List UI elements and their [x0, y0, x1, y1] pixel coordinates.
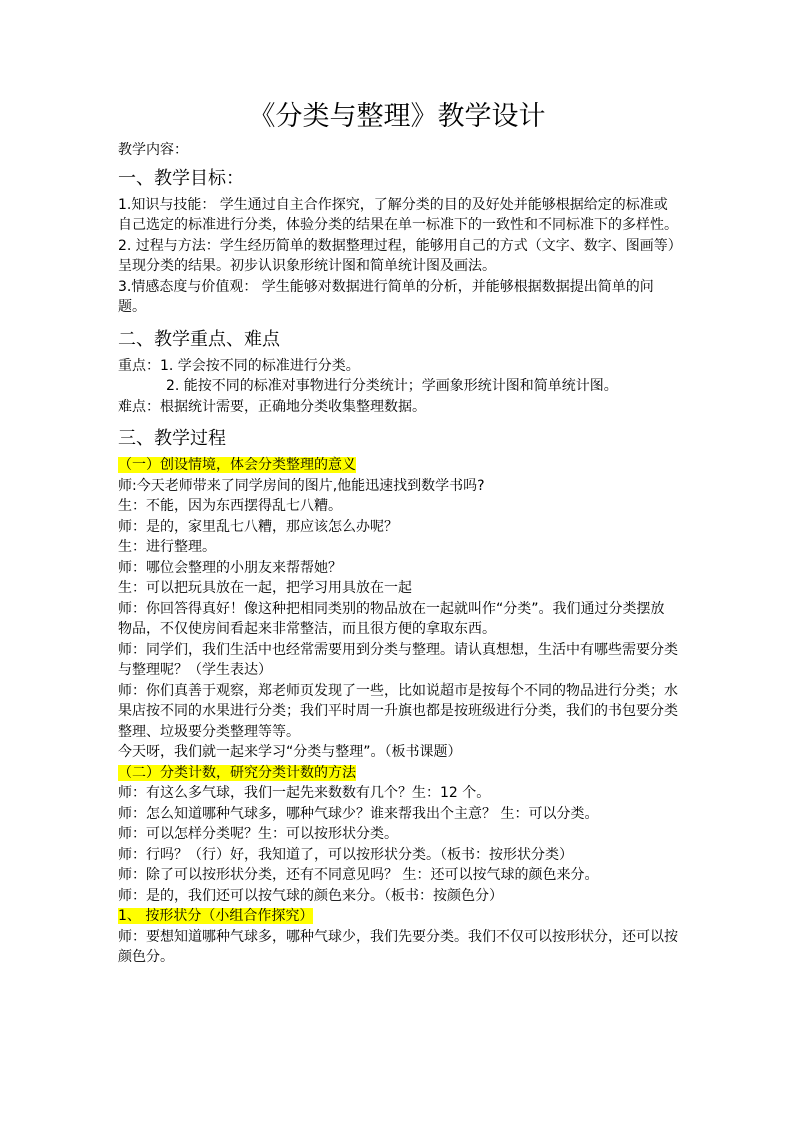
dialogue-line: 师：是的，家里乱七八糟，那应该怎么办呢？	[118, 518, 398, 535]
step-2-heading: （二）分类计数，研究分类计数的方法	[118, 764, 356, 781]
section-3-heading: 三、教学过程	[118, 428, 226, 449]
dialogue-line: 师：行吗？（行）好，我知道了，可以按形状分类。（板书：按形状分类）	[118, 846, 573, 863]
dialogue-line: 师：除了可以按形状分类，还有不同意见吗？ 生：还可以按气球的颜色来分。	[118, 867, 599, 883]
dialogue-line: 师：你回答得真好！像这种把相同类别的物品放在一起就叫作“分类”。我们通过分类摆放物品，不仅使房间看起来非常整洁，而且很方便的拿取东西。	[118, 600, 665, 637]
section-1-heading: 一、教学目标：	[118, 167, 244, 189]
dialogue-line: 生：不能，因为东西摆得乱七八糟。	[118, 498, 342, 514]
document-title: 《分类与整理》教学设计	[248, 101, 546, 132]
key-point-1: 重点：1. 学会按不同的标准进行分类。	[118, 357, 360, 374]
goal-knowledge: 1.知识与技能： 学生通过自主合作探究，了解分类的目的及好处并能够根据给定的标准或自己选定的标准进行分类，体验分类的结果在单一标准下的一致性和不同标准下的多样性。	[118, 196, 678, 233]
dialogue-line: 师：要想知道哪种气球多，哪种气球少，我们先要分类。我们不仅可以按形状分，还可以按颜色分。	[118, 928, 678, 965]
dialogue-line: 师：是的，我们还可以按气球的颜色来分。（板书：按颜色分）	[118, 887, 503, 904]
step-1-heading: （一）创设情境，体会分类整理的意义	[118, 457, 356, 473]
dialogue-line: 师：同学们，我们生活中也经常需要用到分类与整理。请认真想想，生活中有哪些需要分类与整理呢？（学生表达）	[118, 641, 678, 678]
dialogue-line: 师：可以怎样分类呢？生：可以按形状分类。	[118, 826, 398, 842]
difficulty: 难点：根据统计需要，正确地分类收集整理数据。	[118, 398, 426, 415]
document-body	[118, 140, 678, 968]
dialogue-line: 师：你们真善于观察，郑老师页发现了一些，比如说超市是按每个不同的物品进行分类；水果店按不同的水果进行分类；我们平时周一升旗也都是按班级进行分类，我们的书包要分类整理、垃圾要分类整理等等。	[118, 682, 678, 740]
section-2-heading: 二、教学重点、难点	[118, 328, 280, 350]
dialogue-line: 师：有这么多气球，我们一起先来数数有几个？生：12 个。	[118, 785, 491, 801]
dialogue-line: 今天呀，我们就一起来学习“分类与整理”。（板书课题）	[118, 744, 462, 760]
content-label: 教学内容：	[118, 142, 188, 158]
dialogue-line: 师：哪位会整理的小朋友来帮帮她？	[118, 559, 342, 576]
key-point-2: 2. 能按不同的标准对事物进行分类统计；学画象形统计图和简单统计图。	[166, 378, 618, 394]
dialogue-line: 生：进行整理。	[118, 539, 216, 555]
dialogue-line: 生：可以把玩具放在一起，把学习用具放在一起	[118, 580, 412, 596]
dialogue-line: 师：怎么知道哪种气球多，哪种气球少？谁来帮我出个主意？ 生：可以分类。	[118, 805, 599, 822]
step-3-heading: 1、 按形状分（小组合作探究）	[118, 908, 314, 924]
goal-process: 2. 过程与方法：学生经历简单的数据整理过程，能够用自己的方式（文字、数字、图画等）呈现分类的结果。初步认识象形统计图和简单统计图及画法。	[118, 237, 675, 274]
goal-attitude: 3.情感态度与价值观： 学生能够对数据进行简单的分析，并能够根据数据提出简单的问题。	[118, 278, 654, 315]
dialogue-line: 师:今天老师带来了同学房间的图片,他能迅速找到数学书吗?	[118, 477, 485, 494]
